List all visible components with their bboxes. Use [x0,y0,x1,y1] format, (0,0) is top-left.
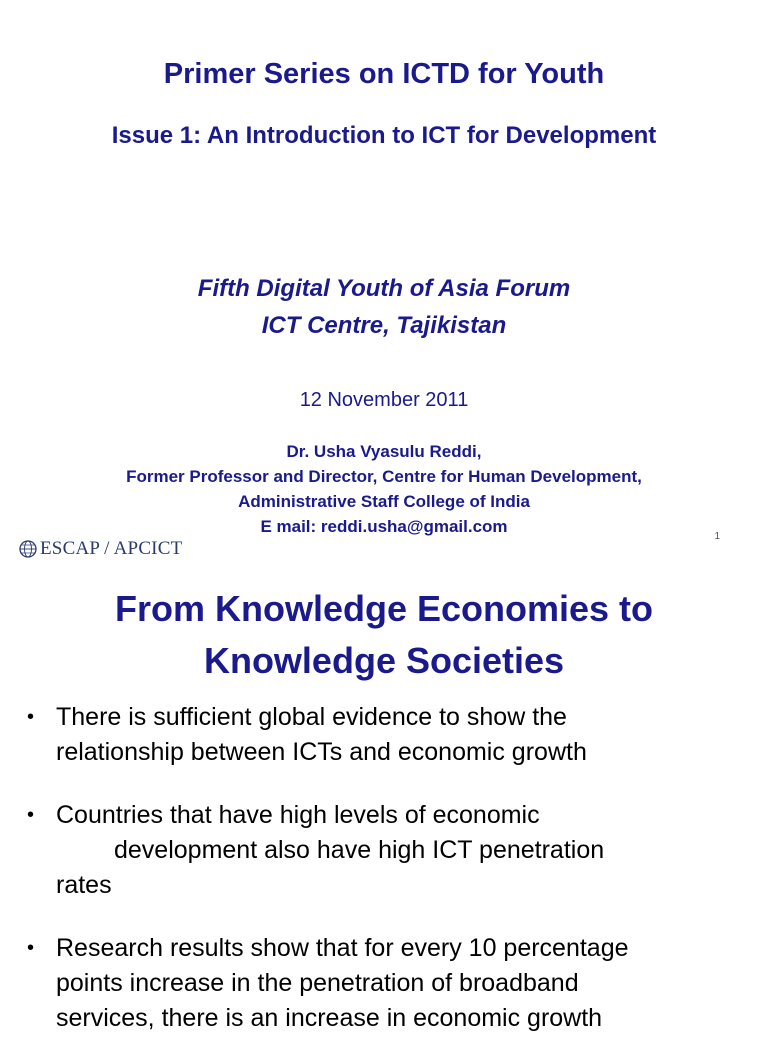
content-title-line-1: From Knowledge Economies to [114,588,654,629]
bullet-list [25,700,755,1064]
author-organization: Administrative Staff College of India [238,492,530,511]
escap-apcict-logo [18,536,182,562]
bullet-glyph: • [27,706,35,728]
content-slide-title [0,583,768,687]
un-globe-icon [18,539,38,559]
logo-separator: / [104,538,110,559]
author-email: E mail: reddi.usha@gmail.com [260,517,508,536]
author-role: Former Professor and Director, Centre for Human Development, [126,467,642,486]
author-block [0,439,768,539]
bullet-item [25,700,755,770]
content-title-line-2: Knowledge Societies [203,640,565,681]
logo-apcict: APCICT [113,538,183,559]
bullet-text: Research results show that for every 10 percentage [56,934,629,962]
bullet-glyph: • [27,804,35,826]
page-number: 1 [714,531,720,542]
bullet-text: Countries that have high levels of economic [56,801,540,829]
bullet-text: rates [56,871,112,899]
slide-subtitle: Issue 1: An Introduction to ICT for Development [111,122,657,149]
bullet-text: services, there is an increase in economic growth [56,1004,603,1032]
forum-name: Fifth Digital Youth of Asia Forum [197,275,571,302]
forum-venue: ICT Centre, Tajikistan [261,312,507,339]
forum-block [0,270,768,344]
bullet-item [25,798,755,903]
bullet-text: There is sufficient global evidence to show the [56,703,567,731]
presentation-date: 12 November 2011 [299,389,469,411]
slide-title: Primer Series on ICTD for Youth [163,58,605,90]
author-name: Dr. Usha Vyasulu Reddi, [286,442,482,461]
bullet-text: relationship between ICTs and economic growth [56,738,587,766]
logo-escap: ESCAP [40,538,101,559]
bullet-item [25,931,755,1036]
bullet-text: development also have high ICT penetration [114,836,605,864]
bullet-glyph: • [27,937,35,959]
bullet-text: points increase in the penetration of broadband [56,969,579,997]
